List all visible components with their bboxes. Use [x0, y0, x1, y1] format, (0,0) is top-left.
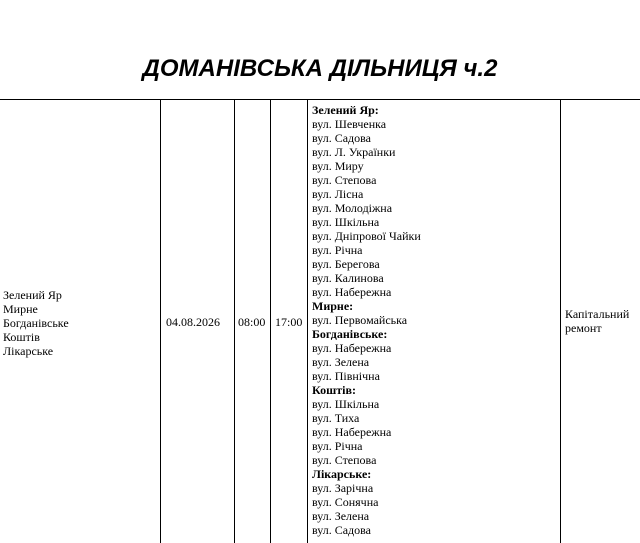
- street-name: вул. Л. Українки: [312, 145, 396, 159]
- street-name: вул. Лісна: [312, 187, 364, 201]
- settlement-name: Лікарське: [3, 344, 54, 358]
- settlement-group-heading: Мирне:: [312, 299, 354, 313]
- reason-text: Капітальний: [565, 307, 630, 321]
- time-to-cell: 17:00: [275, 315, 303, 329]
- street-name: вул. Набережна: [312, 341, 392, 355]
- street-name: вул. Сонячна: [312, 495, 379, 509]
- street-name: вул. Річна: [312, 439, 363, 453]
- street-name: вул. Садова: [312, 523, 371, 537]
- street-name: вул. Берегова: [312, 257, 380, 271]
- street-name: вул. Тиха: [312, 411, 360, 425]
- outage-table: [0, 99, 640, 543]
- street-name: вул. Дніпрової Чайки: [312, 229, 421, 243]
- settlement-group-heading: Лікарське:: [312, 467, 372, 481]
- column-divider: [270, 99, 271, 543]
- streets-cell: [312, 103, 558, 537]
- street-name: вул. Степова: [312, 453, 377, 467]
- settlement-name: Богданівське: [3, 316, 69, 330]
- street-name: вул. Первомайська: [312, 313, 408, 327]
- time-from-cell: 08:00: [238, 315, 266, 329]
- street-name: вул. Миру: [312, 159, 364, 173]
- reason-text: ремонт: [565, 321, 602, 335]
- column-divider: [560, 99, 561, 543]
- settlement-group-heading: Коштів:: [312, 383, 356, 397]
- street-name: вул. Шевченка: [312, 117, 387, 131]
- street-name: вул. Набережна: [312, 285, 392, 299]
- settlement-name: Зелений Яр: [3, 288, 62, 302]
- street-name: вул. Шкільна: [312, 397, 380, 411]
- settlements-cell: [3, 288, 159, 358]
- page-title: ДОМАНІВСЬКА ДІЛЬНИЦЯ ч.2: [142, 55, 498, 82]
- settlement-name: Коштів: [3, 330, 40, 344]
- settlement-group-heading: Богданівське:: [312, 327, 388, 341]
- street-name: вул. Річна: [312, 243, 363, 257]
- settlement-name: Мирне: [3, 302, 38, 316]
- reason-cell: [565, 307, 639, 335]
- street-name: вул. Зелена: [312, 509, 370, 523]
- street-name: вул. Зелена: [312, 355, 370, 369]
- date-cell: 04.08.2026: [166, 315, 220, 329]
- street-name: вул. Шкільна: [312, 215, 380, 229]
- table-top-border: [0, 99, 640, 100]
- settlement-group-heading: Зелений Яр:: [312, 103, 379, 117]
- street-name: вул. Молодіжна: [312, 201, 393, 215]
- street-name: вул. Садова: [312, 131, 371, 145]
- column-divider: [160, 99, 161, 543]
- column-divider: [307, 99, 308, 543]
- street-name: вул. Калинова: [312, 271, 384, 285]
- street-name: вул. Зарічна: [312, 481, 374, 495]
- street-name: вул. Степова: [312, 173, 377, 187]
- street-name: вул. Набережна: [312, 425, 392, 439]
- street-name: вул. Північна: [312, 369, 380, 383]
